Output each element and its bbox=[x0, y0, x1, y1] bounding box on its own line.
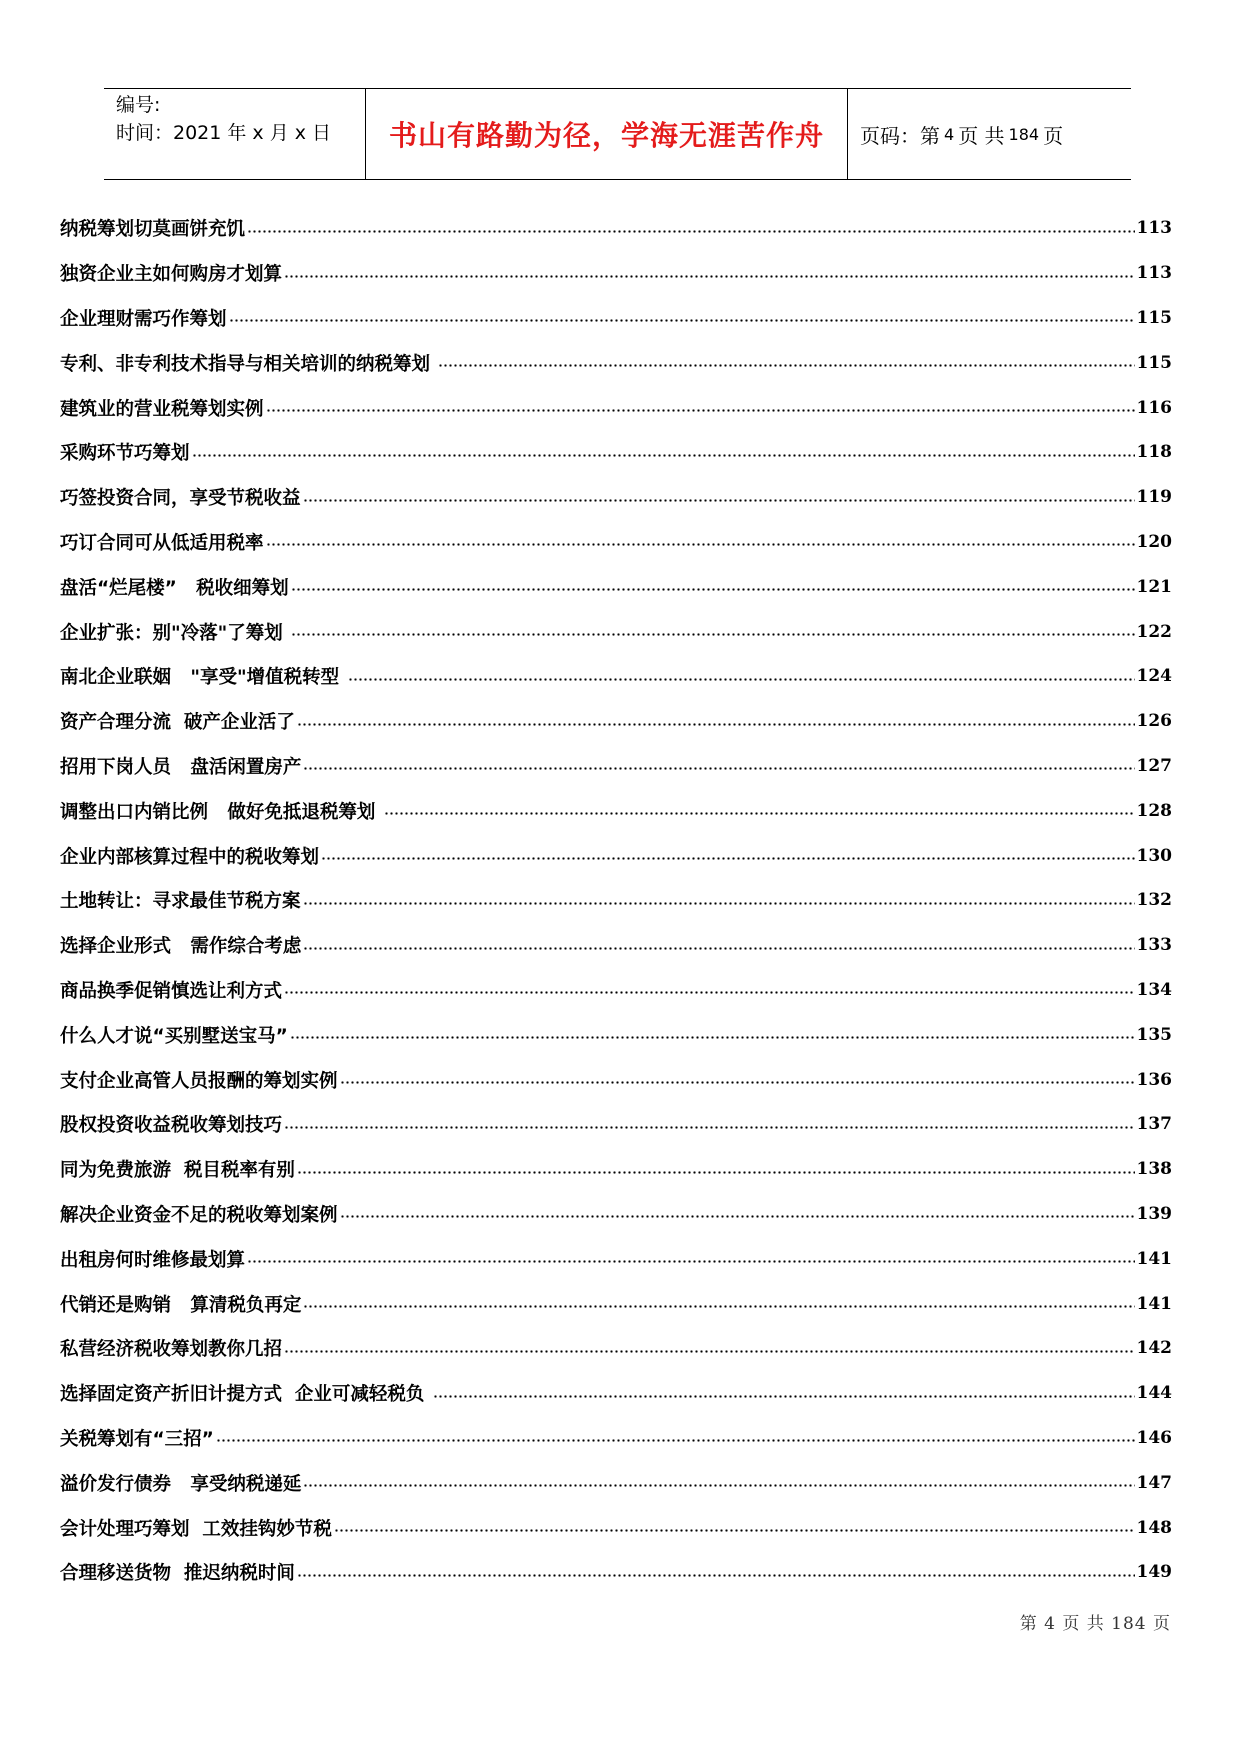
toc-entry-page: 118 bbox=[1136, 442, 1172, 463]
toc-entry-title: 采购环节巧筹划 bbox=[60, 443, 190, 465]
toc-entry-page: 132 bbox=[1136, 890, 1172, 911]
toc-entry-page: 147 bbox=[1136, 1472, 1172, 1493]
toc-dot-leader bbox=[291, 588, 1135, 591]
toc-dot-leader bbox=[303, 1305, 1134, 1308]
toc-entry-page: 127 bbox=[1136, 755, 1172, 776]
document-number-label: 编号: bbox=[116, 94, 161, 116]
toc-dot-leader bbox=[266, 543, 1135, 546]
toc-dot-leader bbox=[297, 1574, 1135, 1577]
toc-entry-page: 146 bbox=[1136, 1427, 1172, 1448]
toc-dot-leader bbox=[303, 947, 1134, 950]
page-footer bbox=[1020, 1609, 1171, 1634]
toc-entry-page: 148 bbox=[1136, 1517, 1172, 1538]
toc-entry-page: 141 bbox=[1136, 1293, 1172, 1314]
toc-dot-leader bbox=[384, 812, 1135, 815]
toc-entry-page: 138 bbox=[1136, 1159, 1172, 1180]
toc-dot-leader bbox=[229, 319, 1135, 322]
header-meta bbox=[104, 89, 365, 179]
toc-entry[interactable] bbox=[60, 1371, 1172, 1416]
toc-entry[interactable] bbox=[60, 923, 1172, 968]
toc-entry[interactable] bbox=[60, 654, 1172, 699]
toc-entry[interactable] bbox=[60, 1147, 1172, 1192]
toc-dot-leader bbox=[433, 1395, 1135, 1398]
toc-entry-page: 130 bbox=[1136, 845, 1172, 866]
toc-entry-title: 巧签投资合同，享受节税收益 bbox=[60, 488, 301, 510]
toc-entry[interactable] bbox=[60, 1281, 1172, 1326]
toc-entry[interactable] bbox=[60, 1192, 1172, 1237]
toc-dot-leader bbox=[216, 1439, 1135, 1442]
toc-entry[interactable] bbox=[60, 833, 1172, 878]
toc-dot-leader bbox=[303, 1484, 1134, 1487]
toc-dot-leader bbox=[303, 499, 1135, 502]
toc-entry-title: 巧订合同可从低适用税率 bbox=[60, 532, 264, 554]
toc-entry-page: 119 bbox=[1136, 487, 1172, 508]
toc-entry-page: 113 bbox=[1136, 218, 1172, 239]
toc-entry-title: 土地转让：寻求最佳节税方案 bbox=[60, 891, 301, 913]
toc-dot-leader bbox=[291, 633, 1134, 636]
toc-entry-page: 139 bbox=[1136, 1203, 1172, 1224]
header-page-current: 4 bbox=[944, 124, 955, 144]
toc-entry[interactable] bbox=[60, 878, 1172, 923]
toc-entry-page: 116 bbox=[1136, 397, 1172, 418]
toc-entry-title: 解决企业资金不足的税收筹划案例 bbox=[60, 1204, 338, 1226]
toc-entry-page: 113 bbox=[1136, 263, 1172, 284]
toc-entry-page: 115 bbox=[1136, 307, 1172, 328]
header-motto: 书山有路勤为径，学海无涯苦作舟 bbox=[365, 89, 848, 179]
footer-mid: 页 共 bbox=[1062, 1614, 1105, 1634]
toc-dot-leader bbox=[247, 230, 1134, 233]
toc-dot-leader bbox=[266, 409, 1135, 412]
toc-entry-page: 137 bbox=[1136, 1114, 1172, 1135]
table-of-contents bbox=[60, 206, 1172, 1595]
toc-entry-title: 什么人才说“买别墅送宝马” bbox=[60, 1025, 288, 1047]
toc-dot-leader bbox=[303, 902, 1135, 905]
toc-entry-title: 专利、非专利技术指导与相关培训的纳税筹划 bbox=[60, 353, 437, 375]
toc-entry[interactable] bbox=[60, 1326, 1172, 1371]
footer-total-pages: 184 bbox=[1111, 1614, 1147, 1634]
toc-entry[interactable] bbox=[60, 1460, 1172, 1505]
toc-entry-title: 支付企业高管人员报酬的筹划实例 bbox=[60, 1070, 338, 1092]
toc-dot-leader bbox=[438, 364, 1134, 367]
toc-entry[interactable] bbox=[60, 1057, 1172, 1102]
toc-dot-leader bbox=[192, 454, 1135, 457]
toc-entry-page: 149 bbox=[1136, 1562, 1172, 1583]
toc-dot-leader bbox=[303, 767, 1134, 770]
footer-current-page: 4 bbox=[1044, 1614, 1056, 1634]
document-time-label: 时间：2021 年 x 月 x 日 bbox=[116, 122, 332, 144]
toc-entry-title: 溢价发行债券 享受纳税递延 bbox=[60, 1473, 302, 1495]
toc-entry-title: 盘活“烂尾楼” 税收细筹划 bbox=[60, 577, 289, 599]
toc-entry-title: 选择固定资产折旧计提方式 企业可减轻税负 bbox=[60, 1384, 431, 1406]
toc-entry[interactable] bbox=[60, 1550, 1172, 1595]
toc-entry[interactable] bbox=[60, 520, 1172, 565]
toc-entry-page: 134 bbox=[1136, 979, 1172, 1000]
toc-entry-title: 选择企业形式 需作综合考虑 bbox=[60, 936, 302, 958]
toc-entry-title: 资产合理分流 破产企业活了 bbox=[60, 712, 295, 734]
toc-entry[interactable] bbox=[60, 744, 1172, 789]
toc-entry-page: 122 bbox=[1136, 621, 1172, 642]
toc-dot-leader bbox=[340, 1081, 1135, 1084]
toc-dot-leader bbox=[340, 1215, 1135, 1218]
header-page-total: 184 bbox=[1008, 124, 1040, 144]
toc-entry[interactable] bbox=[60, 968, 1172, 1013]
toc-entry[interactable] bbox=[60, 1012, 1172, 1057]
toc-dot-leader bbox=[348, 678, 1135, 681]
toc-entry-page: 128 bbox=[1136, 800, 1172, 821]
toc-entry-title: 纳税筹划切莫画饼充饥 bbox=[60, 219, 246, 241]
toc-dot-leader bbox=[247, 1260, 1134, 1263]
document-header bbox=[104, 88, 1131, 180]
toc-entry[interactable] bbox=[60, 788, 1172, 833]
footer-prefix: 第 bbox=[1019, 1614, 1038, 1634]
toc-entry-title: 企业扩张：别"冷落"了筹划 bbox=[60, 622, 290, 644]
toc-dot-leader bbox=[284, 1126, 1134, 1129]
toc-entry-page: 136 bbox=[1136, 1069, 1172, 1090]
toc-entry-page: 141 bbox=[1136, 1248, 1172, 1269]
header-page-info bbox=[848, 89, 1131, 179]
header-page-mid: 页 共 bbox=[958, 123, 1005, 148]
toc-dot-leader bbox=[334, 1529, 1135, 1532]
toc-entry-title: 企业内部核算过程中的税收筹划 bbox=[60, 846, 320, 868]
toc-entry[interactable] bbox=[60, 1416, 1172, 1461]
toc-entry[interactable] bbox=[60, 1236, 1172, 1281]
toc-entry[interactable] bbox=[60, 340, 1172, 385]
toc-entry[interactable] bbox=[60, 385, 1172, 430]
toc-entry-title: 关税筹划有“三招” bbox=[60, 1428, 214, 1450]
toc-entry-title: 股权投资收益税收筹划技巧 bbox=[60, 1115, 283, 1137]
toc-entry-title: 代销还是购销 算清税负再定 bbox=[60, 1294, 302, 1316]
toc-entry-title: 商品换季促销慎选让利方式 bbox=[60, 980, 283, 1002]
toc-entry-title: 私营经济税收筹划教你几招 bbox=[60, 1339, 283, 1361]
toc-entry-title: 出租房何时维修最划算 bbox=[60, 1249, 246, 1271]
toc-entry[interactable] bbox=[60, 251, 1172, 296]
toc-entry-page: 115 bbox=[1136, 352, 1172, 373]
toc-entry-page: 121 bbox=[1136, 576, 1172, 597]
toc-entry[interactable] bbox=[60, 206, 1172, 251]
toc-entry[interactable] bbox=[60, 430, 1172, 475]
toc-dot-leader bbox=[284, 1350, 1134, 1353]
toc-entry-page: 135 bbox=[1136, 1024, 1172, 1045]
toc-dot-leader bbox=[284, 991, 1134, 994]
toc-entry-title: 独资企业主如何购房才划算 bbox=[60, 264, 283, 286]
toc-entry[interactable] bbox=[60, 475, 1172, 520]
toc-dot-leader bbox=[297, 723, 1135, 726]
toc-entry-page: 126 bbox=[1136, 711, 1172, 732]
toc-entry-page: 124 bbox=[1136, 666, 1172, 687]
toc-entry-title: 建筑业的营业税筹划实例 bbox=[60, 398, 264, 420]
toc-entry-page: 144 bbox=[1136, 1383, 1172, 1404]
toc-entry[interactable] bbox=[60, 296, 1172, 341]
toc-entry-title: 企业理财需巧作筹划 bbox=[60, 308, 227, 330]
toc-entry-page: 142 bbox=[1136, 1338, 1172, 1359]
toc-entry-page: 133 bbox=[1136, 935, 1172, 956]
toc-dot-leader bbox=[297, 1171, 1135, 1174]
header-page-prefix: 页码：第 bbox=[860, 123, 940, 148]
toc-entry[interactable] bbox=[60, 609, 1172, 654]
footer-suffix: 页 bbox=[1153, 1614, 1171, 1634]
toc-entry[interactable] bbox=[60, 1505, 1172, 1550]
toc-entry[interactable] bbox=[60, 1102, 1172, 1147]
toc-dot-leader bbox=[321, 857, 1134, 860]
toc-entry-title: 调整出口内销比例 做好免抵退税筹划 bbox=[60, 801, 382, 823]
toc-entry-title: 招用下岗人员 盘活闲置房产 bbox=[60, 756, 302, 778]
toc-entry-title: 会计处理巧筹划 工效挂钩妙节税 bbox=[60, 1518, 332, 1540]
toc-dot-leader bbox=[290, 1036, 1135, 1039]
toc-entry-title: 合理移送货物 推迟纳税时间 bbox=[60, 1563, 295, 1585]
toc-entry[interactable] bbox=[60, 699, 1172, 744]
toc-entry-title: 南北企业联姻 "享受"增值税转型 bbox=[60, 667, 346, 689]
toc-entry-page: 120 bbox=[1136, 531, 1172, 552]
toc-entry[interactable] bbox=[60, 564, 1172, 609]
toc-entry-title: 同为免费旅游 税目税率有别 bbox=[60, 1160, 295, 1182]
header-page-suffix: 页 bbox=[1043, 123, 1064, 148]
toc-dot-leader bbox=[284, 275, 1134, 278]
